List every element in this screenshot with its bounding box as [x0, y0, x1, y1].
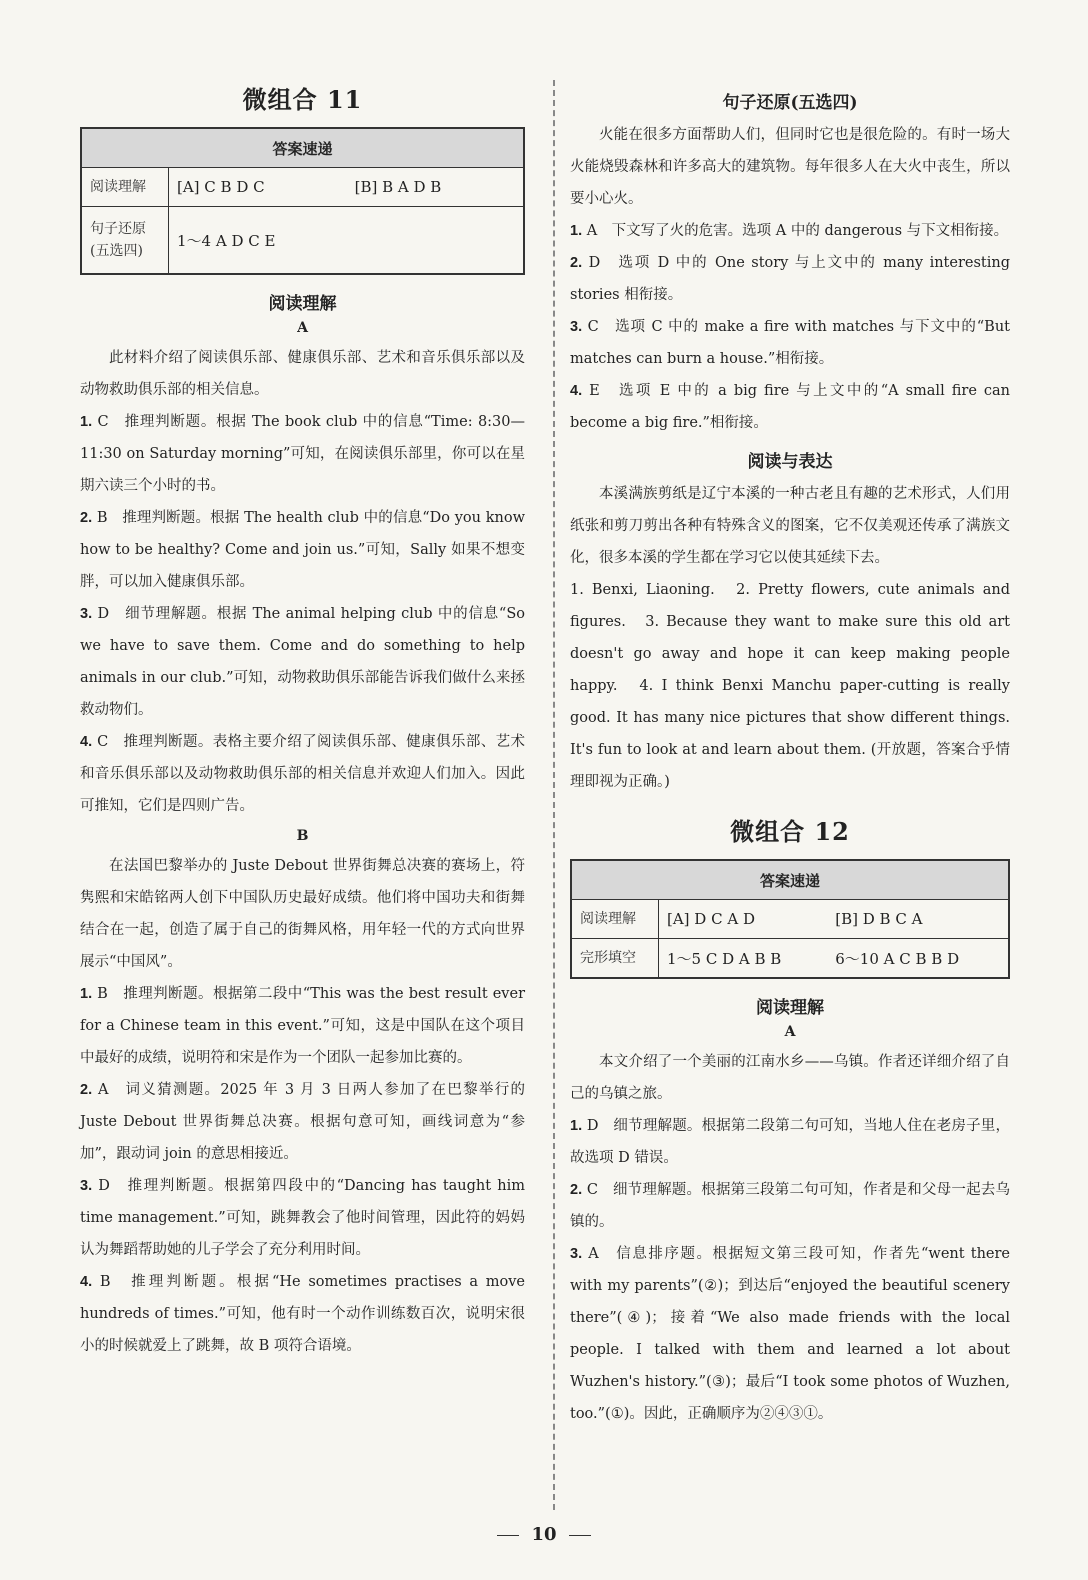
item-number: 2. [570, 255, 583, 271]
item-number: 1. [570, 223, 583, 239]
passage-a-head: A [297, 320, 308, 336]
left-column [80, 72, 525, 1362]
answer-cell: 6～10 A C B B D [827, 939, 1009, 979]
item-number: 1. [570, 1118, 583, 1134]
item-number: 3. [570, 1246, 583, 1262]
section-title-11: 微组合 11 [242, 85, 363, 114]
item-number: 1. [80, 414, 93, 430]
list-item [80, 1170, 525, 1266]
passage-a-intro: 此材料介绍了阅读俱乐部、健康俱乐部、艺术和音乐俱乐部以及动物救助俱乐部的相关信息。 [80, 350, 525, 398]
item-number: 2. [570, 1182, 583, 1198]
passage-b-head: B [296, 828, 309, 844]
item-text: C 推理判断题。根据 The book club 中的信息“Time: 8:30—11:30 on Saturday morning”可知，在阅读俱乐部里，你可以在星期六读三个小时的书。 [80, 414, 526, 494]
list-item [570, 215, 1010, 247]
answer-cell: [A] D C A D [659, 900, 828, 939]
item-number: 4. [80, 734, 93, 750]
list-item [570, 1238, 1010, 1430]
answer-table-11 [80, 127, 525, 275]
item-text: C 细节理解题。根据第三段第二句可知，作者是和父母一起去乌镇的。 [570, 1182, 1011, 1230]
item-number: 3. [80, 1178, 93, 1194]
item-text: D 推理判断题。根据第四段中的“Dancing has taught him time management.”可知，跳舞教会了他时间管理，因此符的妈妈认为舞蹈帮助她的儿子学会了充分利用时间。 [80, 1178, 526, 1258]
answer-cell: [B] D B C A [827, 900, 1009, 939]
list-item [570, 247, 1010, 311]
reading-title-12: 阅读理解 [756, 998, 824, 1018]
item-text: A 信息排序题。根据短文第三段可知，作者先“went there with my parents”(②)；到达后“enjoyed the beautiful scenery there”(④)；接着“We also made friends with the local people. I talked with them and learned a lot about Wuzhen's history.”(③)；最后“I took some photos of Wuzhen, too.”(①)。因此，正确顺序为②④③①。 [570, 1246, 1010, 1422]
answer-cell: [B] B A D B [347, 168, 524, 207]
list-item [80, 726, 525, 822]
express-answer: 1. Benxi, Liaoning. 2. Pretty flowers, cute animals and figures. 3. Because they want to make sure this old art doesn't go away and hope it can keep making people happy. 4. I think Benxi Manchu paper-cutting is really good. It has many nice pictures that show different things. It's fun to look at and learn about them. (开放题，答案合乎情理即视为正确。) [570, 582, 1010, 790]
table-row [81, 168, 524, 207]
item-text: D 细节理解题。根据 The animal helping club 中的信息“So we have to save them. Come and do something to help animals in our club.”可知，动物救助俱乐部能告诉我们做什么来拯救动物们。 [80, 606, 526, 718]
sentence-title: 句子还原(五选四) [722, 93, 858, 113]
passage-b-intro: 在法国巴黎举办的 Juste Debout 世界街舞总决赛的赛场上，符隽熙和宋皓铭两人创下中国队历史最好成绩。他们将中国功夫和街舞结合在一起，创造了属于自己的街舞风格，用年轻一代的方式向世界展示“中国风”。 [80, 858, 525, 970]
list-item [80, 1266, 525, 1362]
item-number: 4. [570, 383, 583, 399]
list-item [570, 1174, 1010, 1238]
item-text: C 推理判断题。表格主要介绍了阅读俱乐部、健康俱乐部、艺术和音乐俱乐部以及动物救助俱乐部的相关信息并欢迎人们加入。因此可推知，它们是四则广告。 [80, 734, 526, 814]
item-text: B 推理判断题。根据 The health club 中的信息“Do you know how to be healthy? Come and join us.”可知，Sally 如果不想变胖，可以加入健康俱乐部。 [80, 510, 525, 590]
item-text: D 选项 D 中的 One story 与上文中的 many interesting stories 相衔接。 [570, 255, 1010, 303]
express-title: 阅读与表达 [747, 452, 833, 472]
list-item [80, 978, 525, 1074]
list-item [80, 1074, 525, 1170]
list-item [80, 502, 525, 598]
express-intro: 本溪满族剪纸是辽宁本溪的一种古老且有趣的艺术形式，人们用纸张和剪刀剪出各种有特殊含义的图案，它不仅美观还传承了满族文化，很多本溪的学生都在学习它以使其延续下去。 [570, 486, 1010, 566]
reading-title: 阅读理解 [268, 294, 337, 314]
row-label: 完形填空 [571, 939, 659, 979]
item-text: E 选项 E 中的 a big fire 与上文中的“A small fire can become a big fire.”相衔接。 [570, 383, 1011, 431]
item-text: A 词义猜测题。2025 年 3 月 3 日两人参加了在巴黎举行的 Juste Debout 世界街舞总决赛。根据句意可知，画线词意为“参加”，跟动词 join 的意思相接近。 [80, 1082, 525, 1162]
answer-cell: 1～4 A D C E [169, 207, 525, 275]
dash-right [569, 1535, 591, 1536]
item-text: A 下文写了火的危害。选项 A 中的 dangerous 与下文相衔接。 [586, 223, 1009, 239]
table-row [571, 900, 1009, 939]
table-row [571, 939, 1009, 979]
table-row [81, 207, 524, 275]
list-item [570, 375, 1010, 439]
item-number: 2. [80, 510, 93, 526]
item-text: C 选项 C 中的 make a fire with matches 与下文中的“But matches can burn a house.”相衔接。 [570, 319, 1011, 367]
sentence-intro: 火能在很多方面帮助人们，但同时它也是很危险的。有时一场大火能烧毁森林和许多高大的建筑物。每年很多人在大火中丧生，所以要小心火。 [570, 127, 1010, 207]
item-text: D 细节理解题。根据第二段第二句可知，当地人住在老房子里，故选项 D 错误。 [570, 1118, 1011, 1166]
dash-left [497, 1535, 519, 1536]
row-label: 阅读理解 [571, 900, 659, 939]
answer-cell: 1～5 C D A B B [659, 939, 828, 979]
row-label: 阅读理解 [81, 168, 169, 207]
answer-table-12 [570, 859, 1010, 979]
page-number-text: 10 [531, 1524, 557, 1545]
item-number: 1. [80, 986, 93, 1002]
row-label: 句子还原 (五选四) [81, 207, 169, 275]
passage-a-intro-12: 本文介绍了一个美丽的江南水乡——乌镇。作者还详细介绍了自己的乌镇之旅。 [570, 1054, 1010, 1102]
item-number: 3. [80, 606, 93, 622]
section-title-12: 微组合 12 [730, 817, 850, 846]
column-divider [553, 80, 555, 1510]
item-text: B 推理判断题。根据第二段中“This was the best result ever for a Chinese team in this event.”可知，这是中国队在这个项目中最好的成绩，说明符和宋是作为一个团队一起参加比赛的。 [80, 986, 526, 1066]
answer-table-header: 答案速递 [571, 860, 1009, 900]
right-column [570, 80, 1010, 1430]
item-number: 3. [570, 319, 583, 335]
page-number [0, 1524, 1088, 1545]
list-item [570, 1110, 1010, 1174]
list-item [80, 406, 525, 502]
item-text: B 推理判断题。根据“He sometimes practises a move hundreds of times.”可知，他有时一个动作训练数百次，说明宋很小的时候就爱上了跳舞，故 B 项符合语境。 [80, 1274, 525, 1354]
passage-a-head-12: A [784, 1024, 796, 1040]
list-item [570, 311, 1010, 375]
answer-table-header: 答案速递 [81, 128, 524, 168]
item-number: 4. [80, 1274, 93, 1290]
answer-cell: [A] C B D C [169, 168, 347, 207]
list-item [80, 598, 525, 726]
item-number: 2. [80, 1082, 93, 1098]
